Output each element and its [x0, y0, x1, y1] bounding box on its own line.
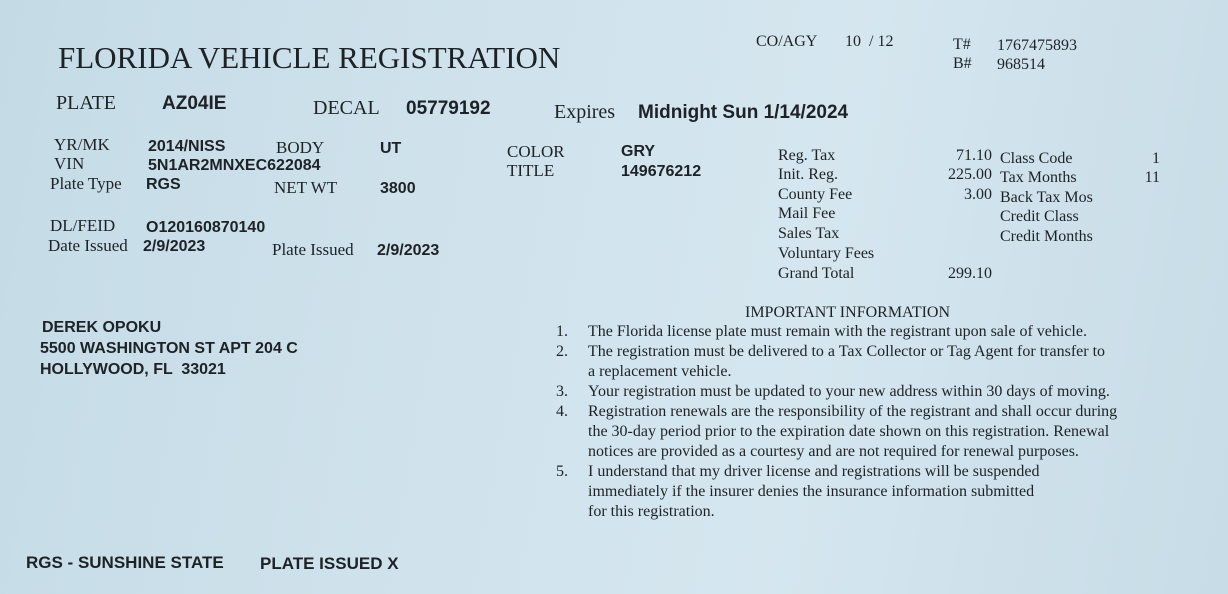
- fee-name: Grand Total: [778, 265, 855, 282]
- class-row-credit-class: [1000, 208, 1160, 228]
- fee-row-reg-tax: [778, 147, 992, 167]
- expires-label: Expires: [554, 101, 616, 123]
- class-row-back-tax-mos: [1000, 189, 1160, 209]
- fee-name: Voluntary Fees: [778, 245, 875, 262]
- yrmk-label: YR/MK: [54, 135, 110, 154]
- color-label: COLOR: [507, 142, 565, 161]
- class-value: 11: [1144, 169, 1160, 186]
- class-name: Back Tax Mos: [1000, 189, 1093, 206]
- item-text: the 30-day period prior to the expiration date shown on this registration. Renewal: [588, 423, 1110, 440]
- item-number: 1.: [556, 323, 568, 340]
- fee-name: Sales Tax: [778, 225, 840, 242]
- net-weight-label: NET WT: [274, 178, 338, 197]
- fee-row-init-reg: [778, 166, 992, 186]
- body-value: UT: [380, 140, 402, 157]
- class-row-credit-months: [1000, 228, 1160, 248]
- fee-name: County Fee: [778, 186, 853, 203]
- plate-value: AZ04IE: [162, 93, 227, 114]
- fee-amount: 3.00: [964, 186, 992, 203]
- fee-row-county-fee: [778, 186, 992, 206]
- decal-value: 05779192: [406, 98, 491, 119]
- b-number-value: 968514: [997, 56, 1045, 73]
- item-text: The registration must be delivered to a Tax Collector or Tag Agent for transfer to: [588, 343, 1106, 360]
- fee-row-voluntary-fees: [778, 245, 992, 265]
- item-text: Registration renewals are the responsibility of the registrant and shall occur during: [588, 403, 1118, 420]
- item-number: 4.: [556, 403, 568, 420]
- class-name: Class Code: [1000, 150, 1073, 167]
- plate-issued-value: 2/9/2023: [377, 242, 440, 259]
- item-text: for this registration.: [588, 503, 715, 520]
- important-item-2: [556, 342, 1176, 382]
- net-weight-value: 3800: [380, 180, 416, 197]
- item-text: immediately if the insurer denies the insurance information submitted: [588, 483, 1035, 500]
- owner-city: HOLLYWOOD, FL 33021: [40, 361, 226, 378]
- class-name: Credit Class: [1000, 208, 1079, 225]
- fee-amount: 71.10: [956, 147, 992, 164]
- vin-label: VIN: [54, 154, 85, 173]
- owner-name: DEREK OPOKU: [42, 319, 162, 336]
- item-number: 5.: [556, 463, 568, 480]
- important-item-3: [556, 382, 1176, 402]
- fee-amount: 299.10: [948, 265, 992, 282]
- b-number-label: B#: [953, 55, 972, 72]
- co-agy-label: CO/AGY: [756, 33, 818, 50]
- decal-label: DECAL: [313, 97, 380, 119]
- fee-row-mail-fee: [778, 205, 992, 225]
- fee-name: Init. Reg.: [778, 166, 838, 183]
- title-label: TITLE: [507, 161, 555, 180]
- dlfeid-label: DL/FEID: [50, 216, 116, 235]
- important-item-5: [556, 462, 1176, 522]
- yrmk-value: 2014/NISS: [148, 138, 226, 155]
- vin-value: 5N1AR2MNXEC622084: [148, 157, 321, 174]
- item-text: The Florida license plate must remain with the registrant upon sale of vehicle.: [588, 323, 1087, 340]
- item-text: notices are provided as a courtesy and are not required for renewal purposes.: [588, 443, 1079, 460]
- item-text: a replacement vehicle.: [588, 363, 732, 380]
- fee-name: Mail Fee: [778, 205, 836, 222]
- dlfeid-value: O120160870140: [146, 219, 266, 236]
- date-issued-value: 2/9/2023: [143, 238, 206, 255]
- title-number-value: 149676212: [621, 163, 702, 180]
- expires-value: Midnight Sun 1/14/2024: [638, 102, 849, 123]
- document-title: FLORIDA VEHICLE REGISTRATION: [58, 40, 561, 75]
- important-item-1: [556, 322, 1176, 342]
- owner-street: 5500 WASHINGTON ST APT 204 C: [40, 340, 298, 357]
- plate-issued-label: Plate Issued: [272, 240, 354, 259]
- class-name: Credit Months: [1000, 228, 1093, 245]
- plate-description: RGS - SUNSHINE STATE: [26, 553, 224, 572]
- co-agy-value: 10 / 12: [845, 33, 894, 50]
- fee-amount: 225.00: [948, 166, 992, 183]
- item-number: 3.: [556, 383, 568, 400]
- body-label: BODY: [276, 138, 325, 157]
- plate-label: PLATE: [56, 92, 116, 114]
- item-text: Your registration must be updated to your new address within 30 days of moving.: [588, 383, 1110, 400]
- color-value: GRY: [621, 143, 656, 160]
- important-info-title: IMPORTANT INFORMATION: [745, 304, 951, 321]
- item-text: I understand that my driver license and registrations will be suspended: [588, 463, 1040, 480]
- plate-type-label: Plate Type: [50, 174, 122, 193]
- important-item-4: [556, 402, 1176, 462]
- t-number-value: 1767475893: [997, 37, 1077, 54]
- class-row-tax-months: [1000, 169, 1160, 189]
- important-info-list: [556, 322, 1176, 522]
- fee-name: Reg. Tax: [778, 147, 836, 164]
- item-number: 2.: [556, 343, 568, 360]
- class-row-class-code: [1000, 150, 1160, 170]
- class-name: Tax Months: [1000, 169, 1077, 186]
- plate-type-value: RGS: [146, 176, 181, 193]
- date-issued-label: Date Issued: [48, 236, 128, 255]
- t-number-label: T#: [953, 36, 971, 53]
- plate-issued-flag: PLATE ISSUED X: [260, 554, 399, 573]
- fee-row-sales-tax: [778, 225, 992, 245]
- fee-row-grand-total: [778, 265, 992, 285]
- class-value: 1: [1152, 150, 1160, 167]
